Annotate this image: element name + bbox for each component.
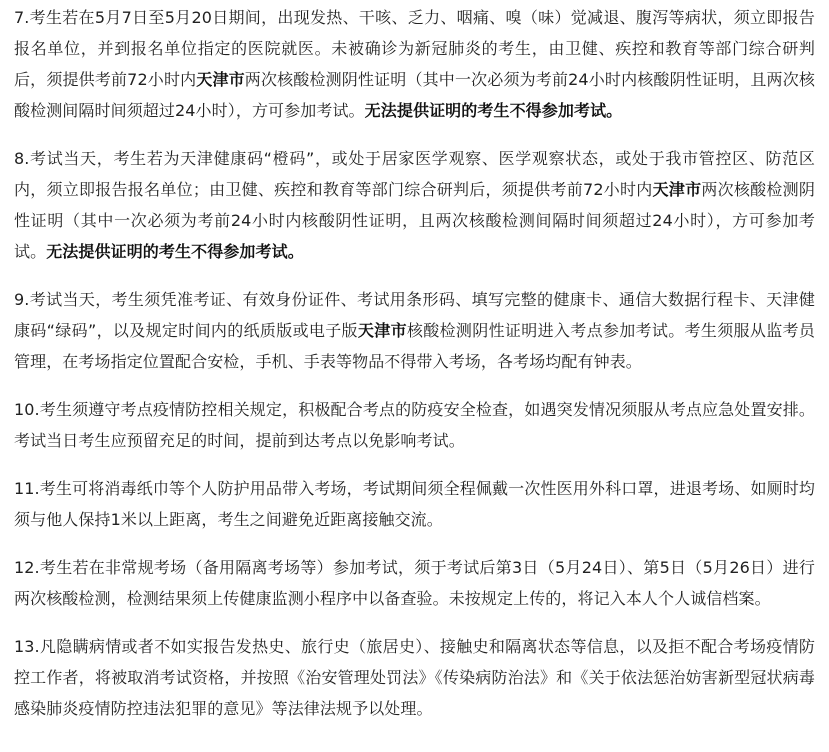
paragraph-item-10 (14, 394, 815, 456)
text-segment: 7.考生若在5月7日至5月20日期间，出现发热、干咳、乏力、咽痛、嗅（味）觉减退、腹泻等病状，须立即报告报名单位，并到报名单位指定的医院就医。未被确诊为新冠肺炎的考生，由卫健、疾控和教育等部门综合研判后，须提供考前72小时内 (14, 8, 815, 89)
paragraph-gap (14, 267, 815, 284)
paragraph-item-8 (14, 143, 815, 267)
paragraph-item-11 (14, 473, 815, 535)
bold-segment: 天津市 (652, 180, 702, 199)
text-segment: 8.考试当天，考生若为天津健康码“橙码”，或处于居家医学观察、医学观察状态，或处于我市管控区、防范区内，须立即报告报名单位；由卫健、疾控和教育等部门综合研判后，须提供考前72小时内 (14, 149, 815, 199)
paragraph-item-12 (14, 552, 815, 614)
text-segment: 两次核酸检测阴性证明（其中一次必须为考前24小时内核酸阴性证明，且两次核酸检测间隔时间须超过24小时），方可参加考试。 (14, 180, 815, 261)
paragraph-item-7 (14, 0, 815, 126)
paragraph-gap (14, 535, 815, 552)
bold-segment: 无法提供证明的考生不得参加考试。 (46, 242, 304, 261)
paragraph-item-13 (14, 631, 815, 724)
text-segment: 核酸检测阴性证明进入考点参加考试。考生须服从监考员管理，在考场指定位置配合安检，手机、手表等物品不得带入考场，各考场均配有钟表。 (14, 321, 815, 371)
paragraph-gap (14, 614, 815, 631)
paragraph-gap (14, 377, 815, 394)
bold-segment: 无法提供证明的考生不得参加考试。 (364, 101, 623, 120)
text-segment: 9.考试当天，考生须凭准考证、有效身份证件、考试用条形码、填写完整的健康卡、通信大数据行程卡、天津健康码“绿码”，以及规定时间内的纸质版或电子版 (14, 290, 815, 340)
bold-segment: 天津市 (357, 321, 407, 340)
text-segment: 12.考生若在非常规考场（备用隔离考场等）参加考试，须于考试后第3日（5月24日）、第5日（5月26日）进行两次核酸检测，检测结果须上传健康监测小程序中以备查验。未按规定上传的，将记入本人个人诚信档案。 (14, 558, 815, 608)
text-segment: 10.考生须遵守考点疫情防控相关规定，积极配合考点的防疫安全检查，如遇突发情况须服从考点应急处置安排。考试当日考生应预留充足的时间，提前到达考点以免影响考试。 (14, 400, 815, 450)
paragraph-gap (14, 456, 815, 473)
text-segment: 两次核酸检测阴性证明（其中一次必须为考前24小时内核酸阴性证明，且两次核酸检测间隔时间须超过24小时），方可参加考试。 (14, 70, 815, 120)
bold-segment: 天津市 (196, 70, 245, 89)
text-segment: 11.考生可将消毒纸巾等个人防护用品带入考场，考试期间须全程佩戴一次性医用外科口罩，进退考场、如厕时均须与他人保持1米以上距离，考生之间避免近距离接触交流。 (14, 479, 815, 529)
paragraph-item-9 (14, 284, 815, 377)
paragraph-gap (14, 126, 815, 143)
text-segment: 13.凡隐瞒病情或者不如实报告发热史、旅行史（旅居史）、接触史和隔离状态等信息，以及拒不配合考场疫情防控工作者，将被取消考试资格，并按照《治安管理处罚法》《传染病防治法》和《关于依法惩治妨害新型冠状病毒感染肺炎疫情防控违法犯罪的意见》等法律法规予以处理。 (14, 637, 815, 718)
